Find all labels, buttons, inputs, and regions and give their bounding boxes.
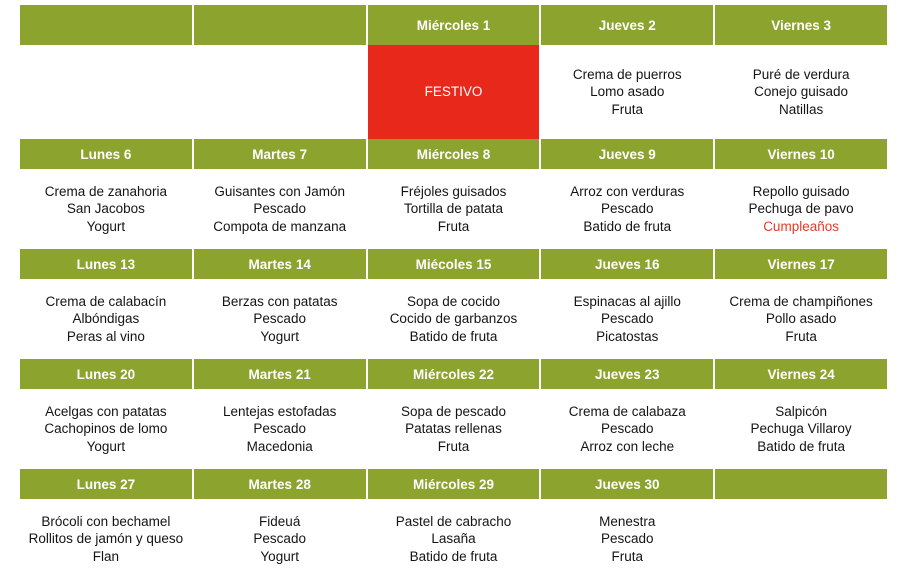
menu-item: Peras al vino (66, 328, 145, 344)
day-header-cell (541, 5, 713, 45)
day-header-label: Jueves 23 (595, 366, 660, 382)
menu-cell (541, 45, 713, 139)
menu-item: Crema de calabacín (45, 293, 167, 309)
day-header-cell (20, 249, 192, 279)
menu-item: Pescado (601, 421, 654, 437)
menu-item: Fruta (785, 328, 817, 344)
menu-item: Sopa de pescado (400, 403, 507, 419)
menu-item: Crema de champiñones (729, 293, 873, 309)
menu-item: Yogurt (260, 548, 299, 564)
menu-item: Cocido de garbanzos (389, 311, 518, 327)
day-header-label: Lunes 13 (76, 256, 136, 272)
menu-cell (194, 279, 366, 359)
week-header-row (20, 139, 887, 169)
menu-item-highlighted: Cumpleaños (763, 218, 839, 234)
day-header-label: Miércoles 29 (412, 476, 495, 492)
menu-item: Pescado (601, 531, 654, 547)
menu-cell (715, 389, 887, 469)
day-header-label: Jueves 30 (595, 476, 660, 492)
menu-item: Cachopinos de lomo (44, 421, 168, 437)
day-header-cell (194, 249, 366, 279)
day-header-label: Martes 7 (252, 146, 308, 162)
menu-item: Fréjoles guisados (400, 183, 507, 199)
menu-item: Lasaña (431, 531, 476, 547)
day-header-cell (20, 139, 192, 169)
menu-item: Menestra (599, 513, 656, 529)
menu-item: Pescado (253, 201, 306, 217)
day-header-cell (541, 469, 713, 499)
day-header-cell (194, 359, 366, 389)
day-header-label: Viernes 3 (771, 17, 831, 33)
menu-item: Compota de manzana (213, 218, 347, 234)
menu-cell (368, 499, 540, 568)
menu-item: Albóndigas (72, 311, 140, 327)
menu-item: Pescado (601, 201, 654, 217)
menu-item: Lomo asado (590, 84, 665, 100)
menu-item: Picatostas (596, 328, 659, 344)
menu-item: Tortilla de patata (403, 201, 504, 217)
menu-cell (20, 279, 192, 359)
day-header-cell (368, 5, 540, 45)
day-header-label: Viernes 24 (767, 366, 835, 382)
menu-cell (368, 389, 540, 469)
menu-item: Guisantes con Jamón (214, 183, 345, 199)
day-header-cell-empty (715, 469, 887, 499)
menu-cell-empty (715, 499, 887, 568)
menu-item: Repollo guisado (752, 183, 850, 199)
menu-cell (368, 169, 540, 249)
day-header-cell (20, 469, 192, 499)
menu-item: Sopa de cocido (406, 293, 501, 309)
monthly-menu-table (18, 5, 889, 568)
week-header-row (20, 5, 887, 45)
day-header-cell (368, 249, 540, 279)
menu-item: Rollitos de jamón y queso (28, 531, 184, 547)
menu-item: Fruta (611, 101, 644, 117)
menu-item: Pastel de cabracho (395, 513, 512, 529)
day-header-label: Martes 21 (248, 366, 311, 382)
menu-cell (194, 389, 366, 469)
day-header-label: Viernes 10 (767, 146, 835, 162)
menu-item: Espinacas al ajillo (573, 293, 681, 309)
menu-item: Batido de fruta (757, 438, 845, 454)
menu-cell (541, 389, 713, 469)
menu-cell (541, 169, 713, 249)
day-header-label: Viernes 17 (767, 256, 835, 272)
menu-item: Crema de calabaza (568, 403, 686, 419)
menu-cell-empty (194, 45, 366, 139)
week-header-row (20, 469, 887, 499)
day-header-cell (194, 469, 366, 499)
day-header-label: Miércoles 8 (416, 146, 491, 162)
menu-item: Yogurt (86, 438, 126, 454)
menu-item: Pechuga Villaroy (750, 421, 852, 437)
day-header-label: Jueves 9 (598, 146, 656, 162)
day-header-label: Jueves 16 (595, 256, 660, 272)
menu-item: Pechuga de pavo (748, 201, 854, 217)
menu-item: Fideuá (259, 513, 301, 529)
menu-item: Brócoli con bechamel (41, 513, 171, 529)
menu-item: Batido de fruta (409, 328, 498, 344)
day-header-cell (715, 5, 887, 45)
menu-item: Yogurt (260, 328, 299, 344)
menu-table-body (20, 5, 887, 568)
menu-item: Salpicón (775, 403, 827, 419)
day-header-label: Miécoles 15 (415, 256, 492, 272)
day-header-label: Miércoles 22 (412, 366, 495, 382)
menu-item: Crema de puerros (572, 66, 682, 82)
day-header-label: Lunes 6 (80, 146, 132, 162)
menu-cell (20, 389, 192, 469)
week-menu-row (20, 45, 887, 139)
menu-item: Pescado (601, 311, 654, 327)
menu-cell (194, 499, 366, 568)
menu-item: Arroz con leche (580, 438, 675, 454)
menu-item: Flan (92, 548, 120, 564)
menu-item: Puré de verdura (752, 66, 850, 82)
menu-cell (541, 279, 713, 359)
day-header-cell (715, 249, 887, 279)
menu-cell (20, 499, 192, 568)
menu-item: Patatas rellenas (405, 421, 502, 437)
menu-cell (20, 169, 192, 249)
week-menu-row (20, 389, 887, 469)
day-header-cell (194, 139, 366, 169)
menu-item: Arroz con verduras (570, 183, 685, 199)
menu-item: Conejo guisado (754, 84, 848, 100)
menu-cell-empty (20, 45, 192, 139)
menu-item: Lentejas estofadas (223, 403, 337, 419)
week-header-row (20, 359, 887, 389)
day-header-cell (20, 359, 192, 389)
week-header-row (20, 249, 887, 279)
menu-cell (715, 45, 887, 139)
day-header-label: Martes 14 (248, 256, 311, 272)
day-header-cell (541, 249, 713, 279)
day-header-label: Miércoles 1 (416, 17, 491, 33)
menu-item: Berzas con patatas (221, 293, 338, 309)
menu-item: Batido de fruta (583, 218, 672, 234)
menu-item: Pollo asado (765, 311, 837, 327)
day-header-label: Lunes 20 (76, 366, 136, 382)
day-header-cell (715, 139, 887, 169)
day-header-label: Martes 28 (248, 476, 311, 492)
day-header-cell (368, 469, 540, 499)
festivo-cell (368, 45, 540, 139)
menu-item: Pescado (253, 311, 306, 327)
menu-item: Batido de fruta (409, 548, 498, 564)
week-menu-row (20, 169, 887, 249)
menu-item: Fruta (611, 548, 644, 564)
menu-item: Yogurt (86, 218, 126, 234)
day-header-cell-empty (194, 5, 366, 45)
menu-cell (368, 279, 540, 359)
menu-cell (715, 279, 887, 359)
menu-item: Macedonia (246, 438, 313, 454)
week-menu-row (20, 279, 887, 359)
day-header-cell-empty (20, 5, 192, 45)
menu-cell (194, 169, 366, 249)
day-header-cell (368, 139, 540, 169)
menu-item: San Jacobos (66, 201, 145, 217)
day-header-cell (541, 359, 713, 389)
menu-item: Natillas (778, 101, 824, 117)
day-header-cell (368, 359, 540, 389)
menu-item: Pescado (253, 531, 306, 547)
day-header-label: Jueves 2 (598, 17, 656, 33)
menu-item: Fruta (437, 438, 470, 454)
festivo-label: FESTIVO (424, 84, 483, 100)
week-menu-row (20, 499, 887, 568)
menu-item: Crema de zanahoria (44, 183, 168, 199)
day-header-cell (541, 139, 713, 169)
menu-item: Fruta (437, 218, 470, 234)
day-header-label: Lunes 27 (76, 476, 136, 492)
menu-cell (715, 169, 887, 249)
menu-item: Pescado (253, 421, 306, 437)
day-header-cell (715, 359, 887, 389)
menu-cell (541, 499, 713, 568)
menu-item: Acelgas con patatas (45, 403, 167, 419)
